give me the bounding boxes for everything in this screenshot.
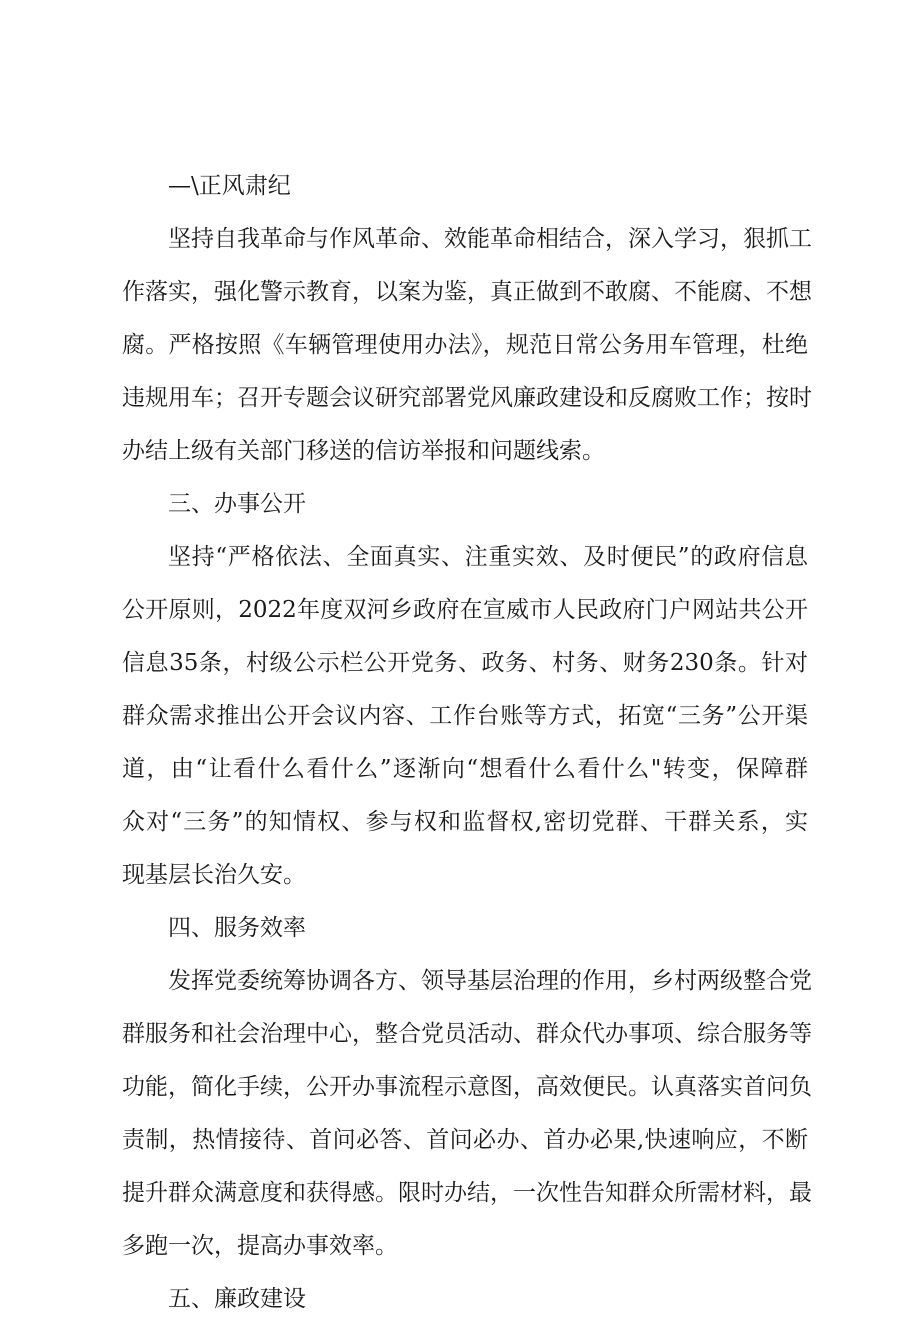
- paragraph-line: 道，由“让看什么看什么”逐渐向“想看什么看什么"转变，保障群: [122, 756, 808, 782]
- paragraph-line: 责制，热情接待、首问必答、首问必办、首办必果,快速响应，不断: [122, 1127, 808, 1153]
- paragraph-line: 功能，简化手续，公开办事流程示意图，高效便民。认真落实首问负: [122, 1074, 812, 1100]
- paragraph-line: 群众需求推出公开会议内容、工作台账等方式，拓宽“三务”公开渠: [122, 703, 808, 729]
- paragraph-line: 腐。严格按照《车辆管理使用办法》，规范日常公务用车管理，杜绝: [122, 332, 808, 358]
- section-discipline: [122, 160, 812, 478]
- paragraph-line: 提升群众满意度和获得感。限时办结，一次性告知群众所需材料，最: [122, 1180, 812, 1206]
- section-paragraph: [122, 213, 812, 478]
- section-paragraph: [122, 531, 808, 902]
- paragraph-line: 公开原则，2022年度双河乡政府在宣威市人民政府门户网站共公开: [122, 597, 808, 623]
- paragraph-line: 众对“三务”的知情权、参与权和监督权,密切党群、干群关系，实: [122, 809, 808, 835]
- section-heading: 四、服务效率: [168, 915, 306, 941]
- paragraph-line: 多跑一次，提高办事效率。: [122, 1233, 398, 1259]
- section-integrity: [168, 1273, 808, 1326]
- section-open-affairs: [122, 478, 808, 902]
- paragraph-line: 坚持自我革命与作风革命、效能革命相结合，深入学习，狠抓工: [168, 226, 812, 252]
- paragraph-line: 发挥党委统筹协调各方、领导基层治理的作用，乡村两级整合党: [168, 968, 812, 994]
- document-body: [122, 160, 812, 1326]
- paragraph-line: 办结上级有关部门移送的信访举报和问题线索。: [122, 438, 605, 464]
- paragraph-line: 坚持“严格依法、全面真实、注重实效、及时便民”的政府信息: [168, 544, 808, 570]
- paragraph-line: 群服务和社会治理中心，整合党员活动、群众代办事项、综合服务等: [122, 1021, 812, 1047]
- paragraph-line: 违规用车；召开专题会议研究部署党风廉政建设和反腐败工作；按时: [122, 385, 812, 411]
- section-heading: 五、廉政建设: [168, 1286, 306, 1312]
- section-paragraph: [122, 955, 812, 1273]
- section-service-efficiency: [122, 902, 812, 1273]
- paragraph-line: 作落实，强化警示教育，以案为鉴，真正做到不敢腐、不能腐、不想: [122, 279, 812, 305]
- section-heading: —\正风肃纪: [168, 173, 291, 199]
- paragraph-line: 现基层长治久安。: [122, 862, 306, 888]
- section-heading: 三、办事公开: [168, 491, 306, 517]
- paragraph-line: 信息35条，村级公示栏公开党务、政务、村务、财务230条。针对: [122, 650, 808, 676]
